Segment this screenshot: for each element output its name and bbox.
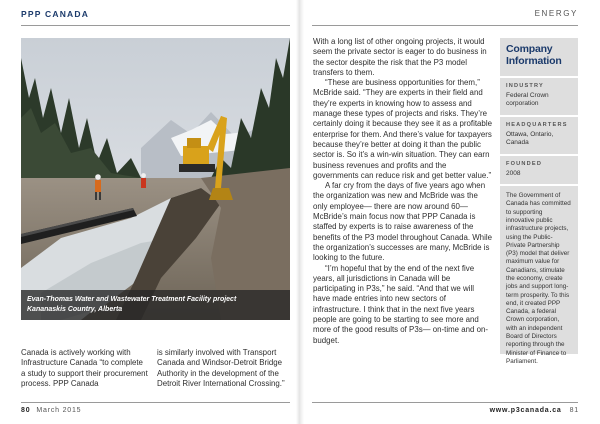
article-paragraph-3: A far cry from the days of five years ago when the organization was new and McBride was the only employee— there are now around 60— McBride’s main focus now that PPP Canada is staffed by experts is to raise awareness of the benefits of the P3 model throughout Canada. While the organization’s successes are many, McBride is looking to the future. <box>313 181 492 263</box>
footer-left <box>21 407 81 414</box>
company-description: The Government of Canada has committed to supporting innovative public infrastructure projects, using the Public-Private Partnership (P3) model that deliver maximum value for Canadians, stimulate the economy, create jobs and support long-term prosperity. To this end, it created PPP Canada, a federal Crown corporation, with an independent Board of Directors reporting through the Minister of Finance to Parliament. <box>506 192 571 365</box>
website-url: www.p3canada.ca <box>489 407 562 414</box>
industry-label: INDUSTRY <box>506 83 544 89</box>
headquarters-label: HEADQUARTERS <box>506 121 568 128</box>
publication-name: PPP CANADA <box>21 9 90 19</box>
headquarters-value: Ottawa, Ontario, Canada <box>506 130 554 147</box>
article-body <box>313 37 493 346</box>
section-name: ENERGY <box>534 9 578 18</box>
article-paragraph-4: “I’m hopeful that by the end of the next five years, all jurisdictions in Canada will be participating in P3s,” he said. “And that we will have made entries into new sectors of infrastructure. I think that in the next five years people are going to be starting to see more and more of the good results of P3s— on-time and on-budget. <box>313 263 489 345</box>
left-column-1-text: Canada is actively working with Infrastructure Canada “to complete a study to support their procurement process. PPP Canada <box>21 348 148 388</box>
left-column-1 <box>21 348 149 389</box>
header-rule-right <box>312 25 578 26</box>
pipeline-construction-image <box>21 38 290 320</box>
footer-right <box>490 407 579 414</box>
article-photo <box>21 38 290 320</box>
page-fold <box>296 0 304 424</box>
left-page-number: 80 <box>21 407 31 414</box>
sidebar-divider <box>500 76 578 78</box>
footer-rule-left <box>21 402 290 403</box>
sidebar-divider <box>500 115 578 117</box>
company-info-title: Company Information <box>506 43 562 67</box>
left-column-2 <box>157 348 291 389</box>
left-column-2-text: is similarly involved with Transport Canada and Windsor-Detroit Bridge Authority in the development of the Detroit River International Crossing.” <box>157 348 285 388</box>
footer-rule-right <box>312 402 578 403</box>
sidebar-divider <box>500 154 578 156</box>
founded-label: FOUNDED <box>506 160 543 167</box>
sidebar-divider <box>500 184 578 186</box>
article-paragraph-1: With a long list of other ongoing projects, it would seem the private sector is eager to do business in the sector despite the risk that the P3 model transfers to them. <box>313 37 487 77</box>
photo-caption-location: Kananaskis Country, Alberta <box>27 305 123 313</box>
article-paragraph-2: “These are business opportunities for them,” McBride said. “They are experts in their field and they’re experts in knowing how to assess and manage these types of projects and risks. They’re certainly doing it because they see it as a profitable enterprise for them. And there’s value for taxpayers because they’re better at doing it than the public sector is. So it’s a win-win situation. They can earn business revenues and profits and the governments can reduce risk and get better value.” <box>313 78 492 180</box>
issue-date: March 2015 <box>36 407 82 414</box>
founded-value: 2008 <box>506 169 521 177</box>
photo-caption <box>21 290 290 320</box>
company-info-sidebar <box>500 38 578 365</box>
right-page-number: 81 <box>569 407 579 414</box>
photo-caption-title: Evan-Thomas Water and Wastewater Treatment Facility project <box>27 296 237 303</box>
industry-value: Federal Crown corporation <box>506 92 549 108</box>
header-rule-left <box>21 25 290 26</box>
